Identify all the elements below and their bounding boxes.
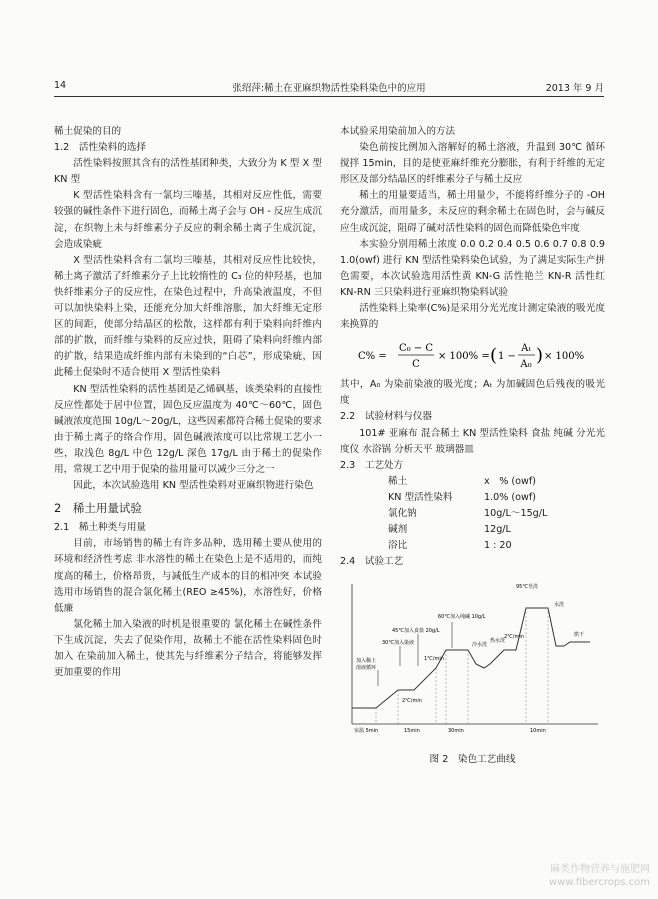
issue-date: 2013 年 9 月 — [545, 83, 604, 94]
label-time-10: 10min — [530, 728, 546, 735]
page-number: 14 — [54, 80, 67, 91]
section-heading-2-2: 2.2 试验材料与仪器 — [340, 411, 433, 423]
right-column — [340, 124, 605, 769]
label-water-wash: 水洗 — [554, 602, 565, 609]
paragraph: 染色前按比例加入溶解好的稀土溶液，升温到 30℃ 循环搅拌 15min，目的是使亚麻纤维充分膨胀，有利于纤维的无定形区及部分结晶区的纤维素分子与稀土反应 — [340, 142, 605, 186]
dyeing-process-curve — [340, 574, 605, 768]
paragraph: 活性染料按照其含有的活性基团种类，大致分为 K 型 X 型 KN 型 — [54, 158, 322, 186]
paragraph: 本试验采用染前加入的方法 — [340, 126, 456, 137]
label-cold-wash: 冷水洗 — [472, 642, 488, 649]
paragraph: 101# 亚麻布 混合稀土 KN 型活性染料 食盐 纯碱 分光光度仪 水浴锅 分析天平 玻璃器皿 — [340, 427, 605, 455]
paragraph: 活性染料上染率(C%)是采用分光光度计测定染液的吸光度来换算的 — [340, 303, 605, 331]
label-45-salt: 45℃加入食盐 20g/L — [392, 628, 440, 635]
paragraph: 其中，A₀ 为染前染液的吸光度；Aₜ 为加碱固色后残夜的吸光度 — [340, 379, 605, 407]
watermark — [549, 863, 650, 889]
formula-middle: × 100% = — [437, 351, 490, 363]
table-row: 氯化钠 10g/L～15g/L — [388, 507, 548, 519]
section-heading-1-2: 1.2 活性染料的选择 — [54, 142, 147, 154]
section-heading-2-3: 2.3 工艺处方 — [340, 459, 404, 471]
watermark-line-1: 麻类作物营养与施肥网 — [550, 864, 650, 875]
paragraph: 稀土促染的目的 — [54, 126, 122, 137]
label-rate-3: 2℃/min — [504, 634, 524, 641]
section-heading-2-4: 2.4 试验工艺 — [340, 556, 404, 568]
paragraph: 本实验分别用稀土浓度 0.0 0.2 0.4 0.5 0.6 0.7 0.8 0.9 1.0(owf) 进行 KN 型活性染料染色试验，为了满足实际生产拼色需要，本次试验选用活性黄 KN-G 活性艳兰 KN-R 活性红 KN-RN 三只染料进行亚麻织物染料试验 — [340, 238, 605, 298]
figure-caption: 图 2 染色工艺曲线 — [429, 754, 516, 766]
label-time-room: 室温 5min — [354, 728, 379, 735]
label-circulation: 溶液循环 — [356, 665, 377, 672]
formula-numerator-1: C₀ − C — [398, 343, 433, 355]
label-time-15: 15min — [404, 728, 420, 735]
label-dry: 烘干 — [574, 632, 585, 639]
table-row: 稀土 x % (owf) — [388, 475, 537, 487]
paragraph: 氯化稀土加入染液的时机是很重要的 氯化稀土在碱性条件下生成沉淀，失去了促染作用，故稀土不能在活性染料固色时加入 在染前加入稀土，使其先与纤维素分子结合，将能够发挥更加重要的作用 — [54, 618, 322, 679]
section-heading-2: 2 稀土用量试验 — [54, 501, 142, 516]
label-60-alkali: 60℃加入纯碱 10g/L — [438, 614, 486, 621]
paragraph: 目前，市场销售的稀土有许多品种，选用稀土要从使用的环境和经济性考虑 非水溶性的稀土在染色上是不适用的，而纯度高的稀土，价格昂贵，与减低生产成本的目的相冲突 本试验选用市场销售的混合氯化稀土(REO ≥45%)，水溶性好，价格低廉 — [54, 538, 322, 614]
temperature-curve — [352, 608, 590, 708]
label-time-30: 30min — [448, 728, 464, 735]
label-30-dye: 30℃加入染液 — [382, 640, 414, 647]
paren-close: ) — [535, 345, 543, 367]
dye-uptake-formula — [340, 339, 605, 371]
label-add-rare-earth: 加入稀土 — [356, 658, 377, 665]
paragraph: X 型活性染料含有二氯均三嗪基，其相对反应性比较快，稀土离子激活了纤维素分子上比较惰性的 C₃ 位的仲羟基，也加快纤维素分子的反应性，在染色过程中，升高染液温度，不但可以加快染料上染，还能充分加大纤维溶胀，加大纤维无定形区的间距，使部分结晶区的松散，这样都有利于染料向纤维内部的扩散，而纤维与染料的反应过快，阻碍了染料向纤维内部的扩散，结果造成纤维内部有未染到的“白芯”，形成染疵，因此稀土促染时不适合使用 X 型活性染料 — [54, 254, 322, 379]
recipe-table — [388, 474, 547, 554]
header-rule — [54, 96, 604, 97]
left-column — [54, 124, 322, 681]
page-header — [54, 78, 604, 96]
formula-denominator-2: A₀ — [519, 359, 532, 371]
formula-one-minus: 1 − — [497, 351, 516, 363]
label-95-soaping: 95℃皂洗 — [516, 584, 538, 591]
formula-rhs: × 100% — [543, 351, 584, 363]
table-row: 浴比 1 : 20 — [388, 540, 512, 552]
section-heading-2-1: 2.1 稀土种类与用量 — [54, 522, 147, 534]
formula-denominator-1: C — [411, 359, 420, 371]
label-hot-wash: 热水洗 — [490, 638, 506, 645]
paragraph: KN 型活性染料的活性基团是乙烯砜基，该类染料的直接性 反应性都处于居中位置，固色反应温度为 40℃～60℃，固色碱液浓度范围 10g/L～20g/L，这些因素都符合稀土促染的要求 由于稀土离子的络合作用，固色碱液浓度可以比常规工艺小一些，取浅色 8g/L 中色 12g/L 深色 17g/L 由于稀土的促染作用，常规工艺中用于促染的盐用量可以减少三分之一 — [54, 383, 322, 475]
table-row: KN 型活性染料 1.0% (owf) — [388, 491, 537, 503]
table-row: 碱剂 12g/L — [388, 524, 511, 536]
paragraph: K 型活性染料含有一氯均三嗪基，其相对反应性低，需要较强的碱性条件下进行固色，而稀土离子会与 OH - 反应生成沉淀，在织物上未与纤维素分子反应的剩余稀土离子生成沉淀，会造成染疵 — [54, 190, 322, 250]
label-rate-1: 1℃/min — [424, 656, 444, 663]
paragraph: 稀土的用量要适当，稀土用量少，不能将纤维分子的 -OH 充分激活，而用量多，未反应的剩余稀土在固色时，会与碱反应生成沉淀，阻碍了碱对活性染料的固色而降低染色牢度 — [340, 190, 605, 234]
running-title: 张绍萍:稀土在亚麻织物活性染料染色中的应用 — [232, 83, 426, 94]
paragraph: 因此，本次试验选用 KN 型活性染料对亚麻织物进行染色 — [73, 480, 314, 492]
formula-numerator-2: Aₜ — [520, 343, 531, 355]
paren-open: ( — [489, 345, 497, 367]
label-rate-2: 2℃/min — [402, 698, 422, 705]
formula-lhs: C% = — [357, 351, 387, 363]
watermark-line-2: www.fibercrops.com — [548, 877, 650, 888]
